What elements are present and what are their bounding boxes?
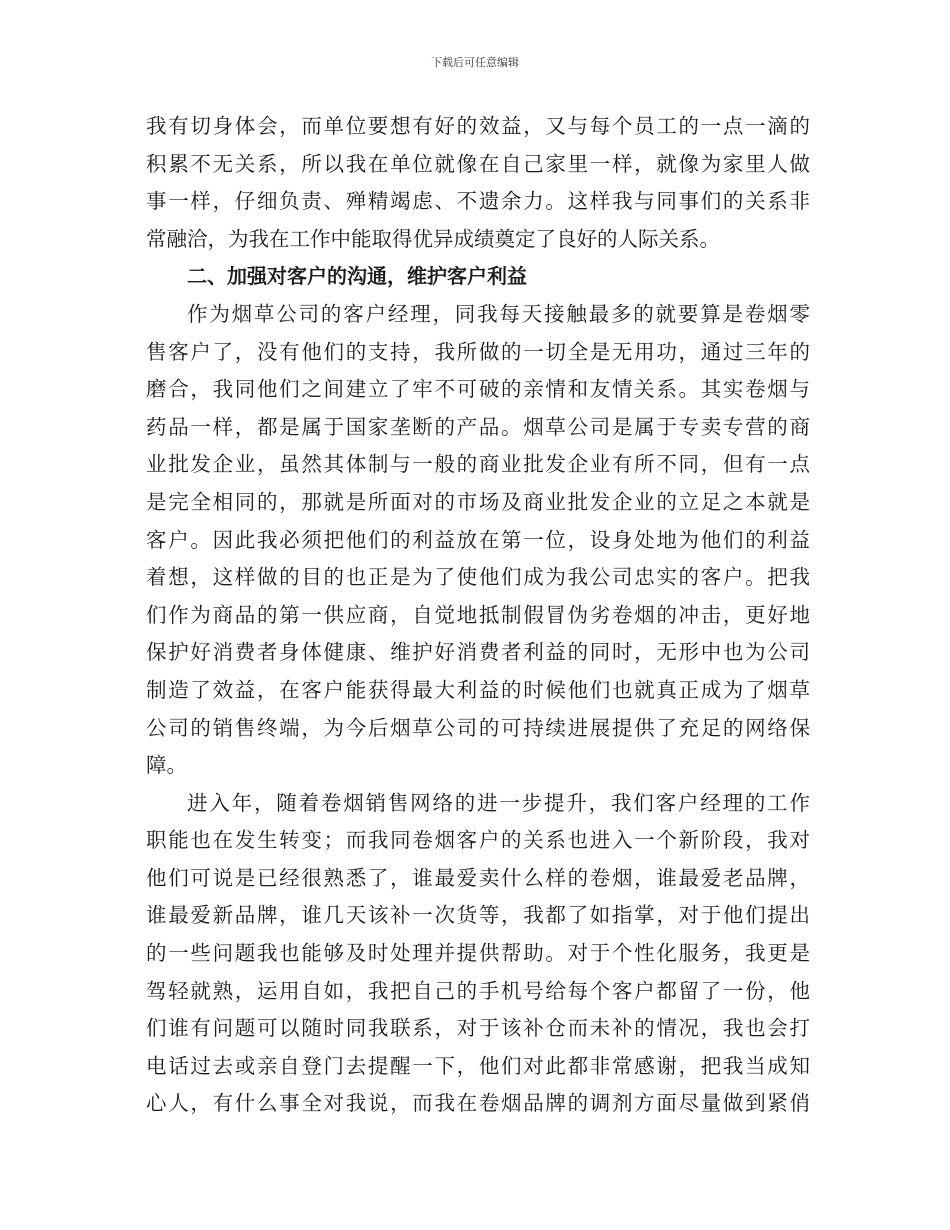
body-text: [146, 108, 810, 1123]
text-line: 障。: [146, 753, 187, 778]
text-line: 们作为商品的第一供应商，自觉地抵制假冒伪劣卷烟的冲击，更好地: [146, 602, 810, 627]
text-line: 的一些问题我也能够及时处理并提供帮助。对于个性化服务，我更是: [146, 941, 810, 966]
text-line: 谁最爱新品牌，谁几天该补一次货等，我都了如指掌，对于他们提出: [146, 903, 810, 928]
text-line: 售客户了，没有他们的支持，我所做的一切全是无用功，通过三年的: [146, 339, 810, 364]
text-line: 们谁有问题可以随时同我联系，对于该补仓而未补的情况，我也会打: [146, 1016, 810, 1041]
text-line: 公司的销售终端，为今后烟草公司的可持续进展提供了充足的网络保: [146, 715, 810, 740]
text-line: 着想，这样做的目的也正是为了使他们成为我公司忠实的客户。把我: [146, 565, 810, 590]
text-line: 客户。因此我必须把他们的利益放在第一位，设身处地为他们的利益: [146, 527, 810, 552]
text-line: 保护好消费者身体健康、维护好消费者利益的同时，无形中也为公司: [146, 640, 810, 665]
text-line: 是完全相同的，那就是所面对的市场及商业批发企业的立足之本就是: [146, 489, 810, 514]
text-line: 职能也在发生转变；而我同卷烟客户的关系也进入一个新阶段，我对: [146, 828, 810, 853]
text-line: 磨合，我同他们之间建立了牢不可破的亲情和友情关系。其实卷烟与: [146, 377, 810, 402]
text-line: 我有切身体会，而单位要想有好的效益，又与每个员工的一点一滴的: [146, 114, 810, 138]
text-line: 电话过去或亲自登门去提醒一下，他们对此都非常感谢，把我当成知: [146, 1053, 810, 1078]
paragraph-first-line: 进入年，随着卷烟销售网络的进一步提升，我们客户经理的工作: [187, 790, 810, 815]
text-line: 药品一样，都是属于国家垄断的产品。烟草公司是属于专卖专营的商: [146, 414, 810, 439]
text-line: 积累不无关系，所以我在单位就像在自己家里一样，就像为家里人做: [146, 151, 810, 176]
page-header: 下载后可任意编辑: [431, 56, 519, 69]
text-line: 他们可说是已经很熟悉了，谁最爱卖什么样的卷烟，谁最爱老品牌，: [146, 865, 810, 890]
paragraph-first-line: 作为烟草公司的客户经理，同我每天接触最多的就要算是卷烟零: [187, 301, 810, 326]
text-line: 制造了效益，在客户能获得最大利益的时候他们也就真正成为了烟草: [146, 677, 810, 702]
text-line: 驾轻就熟，运用自如，我把自己的手机号给每个客户都留了一份，他: [146, 978, 810, 1003]
text-line: 常融洽，为我在工作中能取得优异成绩奠定了良好的人际关系。: [146, 226, 720, 251]
text-line: 心人，有什么事全对我说，而我在卷烟品牌的调剂方面尽量做到紧俏: [146, 1091, 810, 1116]
text-line: 业批发企业，虽然其体制与一般的商业批发企业有所不同，但有一点: [146, 452, 810, 477]
text-line: 事一样，仔细负责、殚精竭虑、不遗余力。这样我与同事们的关系非: [146, 189, 810, 214]
section-heading: 二、加强对客户的沟通，维护客户利益: [187, 264, 527, 289]
